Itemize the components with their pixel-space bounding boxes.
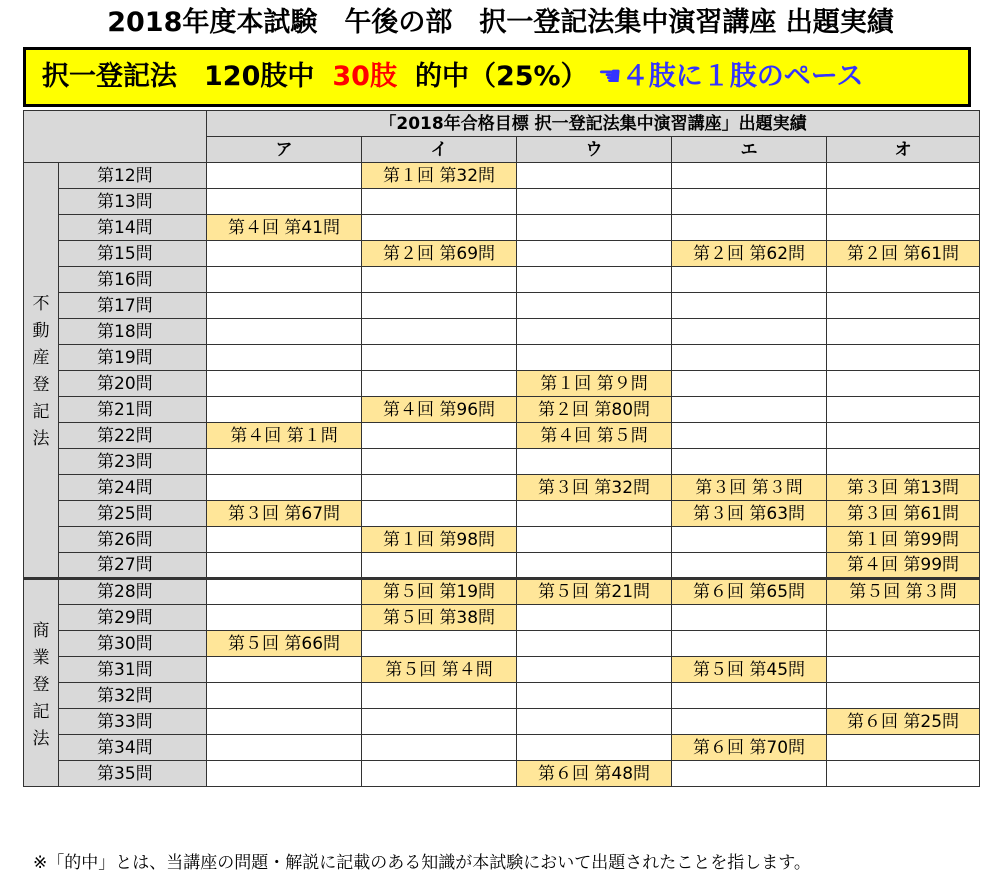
- hit-cell: 第４回 第５問: [517, 423, 672, 449]
- hit-cell: 第３回 第63問: [672, 501, 827, 527]
- empty-cell: [827, 449, 980, 475]
- category-char: 登: [32, 674, 50, 695]
- empty-cell: [672, 423, 827, 449]
- empty-cell: [207, 449, 362, 475]
- empty-cell: [517, 709, 672, 735]
- empty-cell: [207, 293, 362, 319]
- table-row: [24, 397, 980, 423]
- question-label: 第21問: [59, 397, 207, 423]
- hit-cell: 第２回 第62問: [672, 241, 827, 267]
- empty-cell: [672, 163, 827, 189]
- page-title: 2018年度本試験 午後の部 択一登記法集中演習講座 出題実績: [107, 7, 894, 38]
- empty-cell: [517, 293, 672, 319]
- question-label: 第17問: [59, 293, 207, 319]
- empty-cell: [517, 527, 672, 553]
- hit-cell: 第４回 第１問: [207, 423, 362, 449]
- question-label: 第29問: [59, 605, 207, 631]
- question-label: 第12問: [59, 163, 207, 189]
- results-table: [23, 110, 980, 787]
- empty-cell: [517, 631, 672, 657]
- category-char: 商: [32, 620, 50, 641]
- table-row: [24, 709, 980, 735]
- footnote: ※「的中」とは、当講座の問題・解説に記載のある知識が本試験において出題されたことを指します。: [33, 853, 811, 873]
- empty-cell: [517, 189, 672, 215]
- table-row: [24, 761, 980, 787]
- table-row: [24, 527, 980, 553]
- empty-cell: [207, 267, 362, 293]
- empty-cell: [827, 735, 980, 761]
- empty-cell: [827, 319, 980, 345]
- empty-cell: [207, 189, 362, 215]
- empty-cell: [672, 397, 827, 423]
- table-row: [24, 735, 980, 761]
- empty-cell: [827, 215, 980, 241]
- empty-cell: [517, 319, 672, 345]
- hit-cell: 第２回 第80問: [517, 397, 672, 423]
- hit-cell: 第５回 第19問: [362, 579, 517, 605]
- table-row: [24, 163, 980, 189]
- table-row: [24, 293, 980, 319]
- hit-cell: 第６回 第70問: [672, 735, 827, 761]
- hit-cell: 第１回 第９問: [517, 371, 672, 397]
- empty-cell: [207, 397, 362, 423]
- empty-cell: [517, 553, 672, 579]
- question-label: 第32問: [59, 683, 207, 709]
- question-label: 第30問: [59, 631, 207, 657]
- empty-cell: [207, 345, 362, 371]
- empty-cell: [207, 241, 362, 267]
- empty-cell: [517, 241, 672, 267]
- empty-cell: [207, 761, 362, 787]
- empty-cell: [207, 735, 362, 761]
- empty-cell: [362, 267, 517, 293]
- hit-cell: 第３回 第67問: [207, 501, 362, 527]
- category-label: [24, 163, 59, 579]
- question-label: 第14問: [59, 215, 207, 241]
- column-header: エ: [672, 137, 827, 163]
- column-header: ア: [207, 137, 362, 163]
- question-label: 第15問: [59, 241, 207, 267]
- question-label: 第23問: [59, 449, 207, 475]
- empty-cell: [827, 683, 980, 709]
- empty-cell: [362, 553, 517, 579]
- empty-cell: [827, 761, 980, 787]
- empty-cell: [672, 293, 827, 319]
- empty-cell: [672, 761, 827, 787]
- empty-cell: [827, 605, 980, 631]
- table-corner-cell: [24, 111, 207, 163]
- empty-cell: [207, 475, 362, 501]
- empty-cell: [207, 163, 362, 189]
- table-row: [24, 553, 980, 579]
- table-row: [24, 683, 980, 709]
- question-label: 第25問: [59, 501, 207, 527]
- hit-cell: 第３回 第61問: [827, 501, 980, 527]
- empty-cell: [672, 215, 827, 241]
- empty-cell: [207, 683, 362, 709]
- table-row: [24, 579, 980, 605]
- empty-cell: [362, 709, 517, 735]
- table-row: [24, 501, 980, 527]
- empty-cell: [207, 657, 362, 683]
- hit-cell: 第５回 第21問: [517, 579, 672, 605]
- question-label: 第24問: [59, 475, 207, 501]
- empty-cell: [362, 631, 517, 657]
- empty-cell: [827, 657, 980, 683]
- hit-cell: 第６回 第48問: [517, 761, 672, 787]
- empty-cell: [672, 449, 827, 475]
- empty-cell: [207, 371, 362, 397]
- banner-hit-rate: 的中（25%）: [414, 61, 588, 92]
- empty-cell: [672, 631, 827, 657]
- hit-cell: 第２回 第61問: [827, 241, 980, 267]
- empty-cell: [672, 709, 827, 735]
- category-char: 産: [32, 348, 50, 368]
- category-char: 不: [32, 294, 50, 314]
- category-label: [24, 579, 59, 787]
- empty-cell: [362, 735, 517, 761]
- question-label: 第35問: [59, 761, 207, 787]
- empty-cell: [672, 683, 827, 709]
- category-char: 記: [32, 402, 50, 422]
- summary-banner: [23, 47, 971, 107]
- empty-cell: [672, 371, 827, 397]
- question-label: 第26問: [59, 527, 207, 553]
- empty-cell: [672, 319, 827, 345]
- hit-cell: 第５回 第３問: [827, 579, 980, 605]
- empty-cell: [827, 293, 980, 319]
- empty-cell: [517, 449, 672, 475]
- table-row: [24, 475, 980, 501]
- empty-cell: [827, 189, 980, 215]
- empty-cell: [672, 345, 827, 371]
- empty-cell: [827, 397, 980, 423]
- empty-cell: [362, 189, 517, 215]
- table-row: [24, 345, 980, 371]
- empty-cell: [362, 683, 517, 709]
- hit-cell: 第４回 第96問: [362, 397, 517, 423]
- empty-cell: [672, 189, 827, 215]
- question-label: 第18問: [59, 319, 207, 345]
- column-header: イ: [362, 137, 517, 163]
- table-row: [24, 423, 980, 449]
- empty-cell: [517, 345, 672, 371]
- empty-cell: [207, 319, 362, 345]
- question-label: 第31問: [59, 657, 207, 683]
- table-row: [24, 371, 980, 397]
- hit-cell: 第３回 第３問: [672, 475, 827, 501]
- empty-cell: [827, 267, 980, 293]
- hit-cell: 第１回 第98問: [362, 527, 517, 553]
- question-label: 第19問: [59, 345, 207, 371]
- question-label: 第16問: [59, 267, 207, 293]
- empty-cell: [827, 163, 980, 189]
- category-char: 法: [32, 728, 50, 749]
- empty-cell: [517, 683, 672, 709]
- column-header: ウ: [517, 137, 672, 163]
- hit-cell: 第６回 第65問: [672, 579, 827, 605]
- category-char: 動: [32, 321, 50, 341]
- empty-cell: [827, 371, 980, 397]
- empty-cell: [517, 657, 672, 683]
- empty-cell: [207, 709, 362, 735]
- table-row: [24, 267, 980, 293]
- empty-cell: [517, 267, 672, 293]
- empty-cell: [207, 527, 362, 553]
- table-header-caption: 「2018年合格目標 択一登記法集中演習講座」出題実績: [207, 111, 980, 137]
- question-label: 第34問: [59, 735, 207, 761]
- hit-cell: 第５回 第45問: [672, 657, 827, 683]
- empty-cell: [827, 631, 980, 657]
- empty-cell: [362, 423, 517, 449]
- table-row: [24, 605, 980, 631]
- empty-cell: [362, 319, 517, 345]
- empty-cell: [517, 605, 672, 631]
- table-header-caption-row: [24, 111, 980, 137]
- hit-cell: 第３回 第32問: [517, 475, 672, 501]
- hit-cell: 第５回 第66問: [207, 631, 362, 657]
- empty-cell: [362, 215, 517, 241]
- hit-cell: 第１回 第32問: [362, 163, 517, 189]
- empty-cell: [207, 553, 362, 579]
- empty-cell: [362, 475, 517, 501]
- question-label: 第33問: [59, 709, 207, 735]
- empty-cell: [362, 345, 517, 371]
- empty-cell: [362, 761, 517, 787]
- table-row: [24, 215, 980, 241]
- banner-pace-text: ☚４肢に１肢のペース: [597, 61, 864, 92]
- empty-cell: [517, 215, 672, 241]
- empty-cell: [827, 423, 980, 449]
- empty-cell: [362, 371, 517, 397]
- empty-cell: [672, 553, 827, 579]
- empty-cell: [362, 293, 517, 319]
- column-header: オ: [827, 137, 980, 163]
- question-label: 第20問: [59, 371, 207, 397]
- empty-cell: [672, 605, 827, 631]
- empty-cell: [207, 579, 362, 605]
- hit-cell: 第２回 第69問: [362, 241, 517, 267]
- question-label: 第27問: [59, 553, 207, 579]
- category-char: 法: [32, 429, 50, 449]
- hit-cell: 第４回 第41問: [207, 215, 362, 241]
- hit-cell: 第３回 第13問: [827, 475, 980, 501]
- empty-cell: [362, 449, 517, 475]
- empty-cell: [672, 527, 827, 553]
- hit-cell: 第６回 第25問: [827, 709, 980, 735]
- empty-cell: [517, 735, 672, 761]
- hit-cell: 第５回 第38問: [362, 605, 517, 631]
- table-row: [24, 657, 980, 683]
- empty-cell: [362, 501, 517, 527]
- hit-cell: 第４回 第99問: [827, 553, 980, 579]
- hit-cell: 第５回 第４問: [362, 657, 517, 683]
- category-char: 業: [32, 647, 50, 668]
- banner-main-text: 択一登記法 120肢中: [42, 61, 315, 92]
- question-label: 第13問: [59, 189, 207, 215]
- table-row: [24, 319, 980, 345]
- table-row: [24, 631, 980, 657]
- question-label: 第22問: [59, 423, 207, 449]
- table-row: [24, 449, 980, 475]
- hit-cell: 第１回 第99問: [827, 527, 980, 553]
- category-char: 記: [32, 701, 50, 722]
- empty-cell: [517, 501, 672, 527]
- question-label: 第28問: [59, 579, 207, 605]
- empty-cell: [672, 267, 827, 293]
- table-row: [24, 241, 980, 267]
- empty-cell: [517, 163, 672, 189]
- empty-cell: [207, 605, 362, 631]
- table-row: [24, 189, 980, 215]
- banner-hit-count: 30肢: [332, 61, 397, 92]
- empty-cell: [827, 345, 980, 371]
- category-char: 登: [32, 375, 50, 395]
